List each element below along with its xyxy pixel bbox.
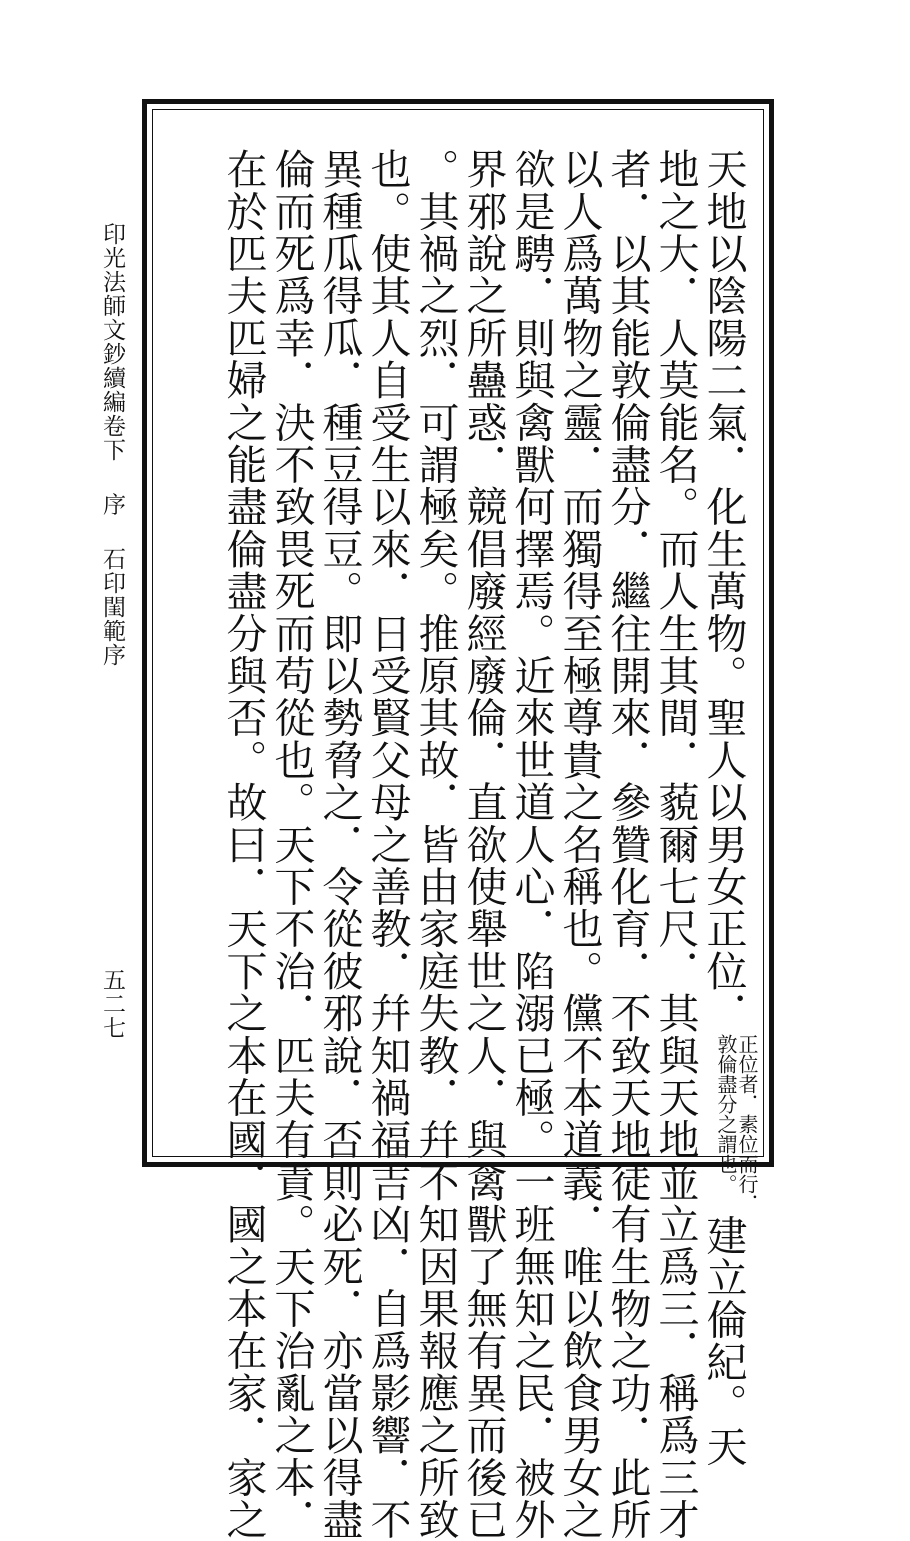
text-column-2: 地之大．人莫能名。而人生其間．藐爾七尺．其與天地並立爲三．稱爲三才 bbox=[651, 148, 700, 1541]
page-number: 五二七 bbox=[99, 968, 125, 1040]
inline-annotation bbox=[715, 1034, 757, 1214]
text-column-8: 也。使其人自受生以來．日受賢父母之善教．幷知禍福吉凶．自爲影響．不 bbox=[363, 148, 412, 1541]
annotation-line-1: 正位者．素位而行． bbox=[735, 1034, 759, 1215]
text-column-6: 界邪說之所蠱惑．競倡廢經廢倫．直欲使舉世之人．與禽獸了無有異而後已 bbox=[459, 148, 508, 1541]
chapter-title: 石印閨範序 bbox=[99, 546, 125, 667]
text-column-3: 者．以其能敦倫盡分．繼往開來．參贊化育．不致天地徒有生物之功．此所 bbox=[603, 148, 652, 1541]
book-title: 印光法師文鈔續編卷下 bbox=[99, 222, 125, 462]
annotation-line-2: 敦倫盡分之謂也。 bbox=[714, 1034, 738, 1195]
text-column-11: 在於匹夫匹婦之能盡倫盡分與否。故曰．天下之本在國．國之本在家．家之 bbox=[219, 148, 268, 1541]
text-column-1: 天地以陰陽二氣．化生萬物。聖人以男女正位． 正位者．素位而行． 敦倫盡分之謂也。 建立倫紀。天 bbox=[699, 148, 759, 1468]
body-text bbox=[177, 148, 759, 1541]
text-column-9: 異種瓜得瓜．種豆得豆。即以勢脅之．令從彼邪說．否則必死．亦當以得盡 bbox=[315, 148, 364, 1541]
text-column-4: 以人爲萬物之靈．而獨得至極尊貴之名稱也。儻不本道義．唯以飲食男女之 bbox=[555, 148, 604, 1541]
running-header bbox=[92, 222, 132, 667]
text-column-7: 。其禍之烈．可謂極矣。推原其故．皆由家庭失教．幷不知因果報應之所致 bbox=[411, 148, 460, 1541]
text-column-5: 欲是騁．則與禽獸何擇焉。近來世道人心．陷溺已極。一班無知之民．被外 bbox=[507, 148, 556, 1541]
section-label: 序 bbox=[99, 492, 125, 517]
text-column-10: 倫而死爲幸．決不致畏死而苟從也。天下不治．匹夫有責。天下治亂之本． bbox=[267, 148, 316, 1541]
